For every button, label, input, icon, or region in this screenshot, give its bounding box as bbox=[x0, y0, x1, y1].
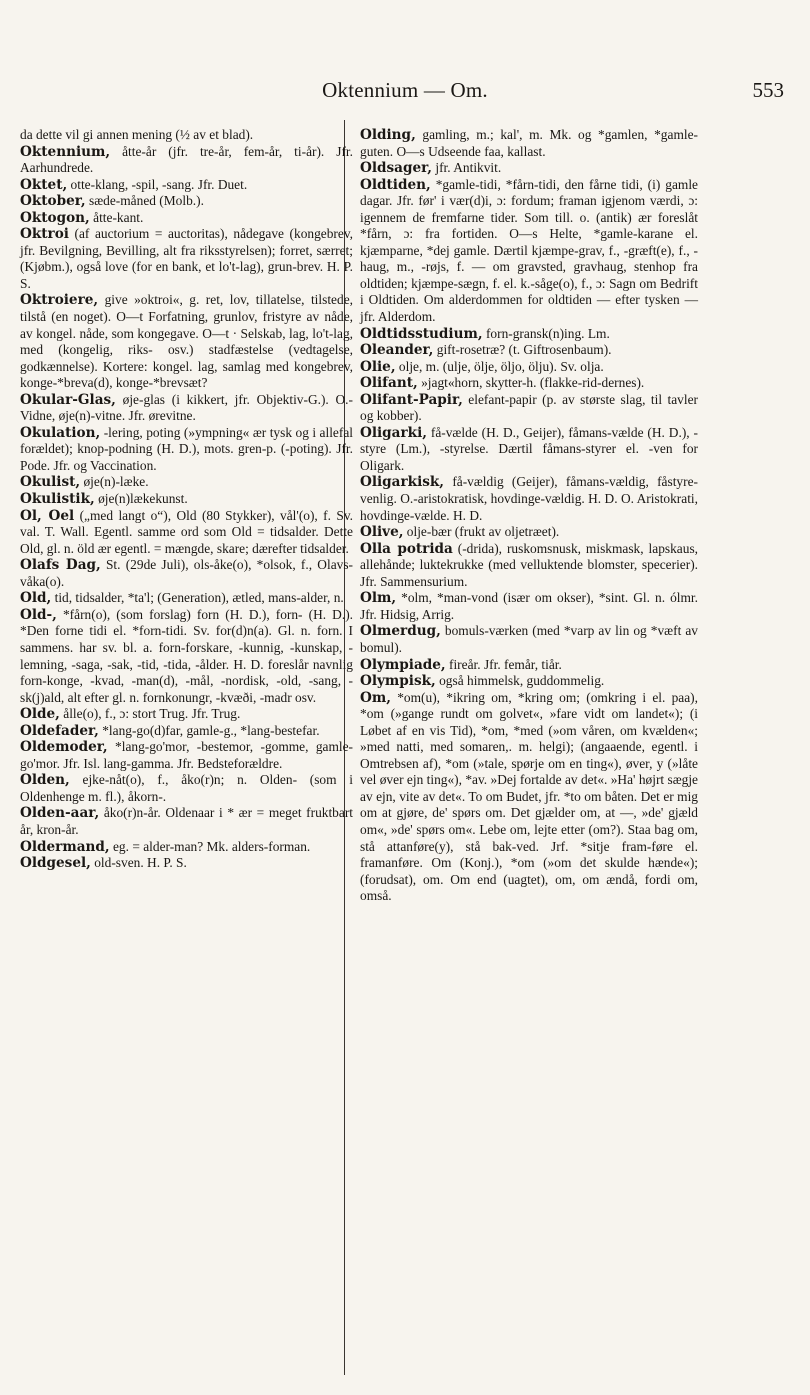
headword: Olde, bbox=[20, 706, 60, 723]
entry-text: da dette vil gi annen mening (½ av et blad). bbox=[20, 127, 254, 142]
headword: Olafs Dag, bbox=[20, 557, 101, 574]
headword: Olifant-Papir, bbox=[360, 391, 463, 408]
dictionary-entry bbox=[20, 805, 353, 838]
dictionary-entry bbox=[360, 392, 698, 425]
entry-text: *fårn(o), (som forslag) forn (H. D.), forn- (H. D.). *Den forne tidi el. *forn-tidi. Sv. for(d)n(a). Gl. n. forn. I sammens. har sv. bl. a. forn-forskare, -kunnig, -kunskap, -lemning, -saga, -sak, -tid, -tida, -ålder. H. D. foreslår navnlig forn-konge, -kvad, -man(d), -mål, -nordisk, -old, -sang, -sk(j)ald, alt efter gl. n. fornkonungr, -kvæði, -madr osv. bbox=[20, 606, 353, 705]
entry-text: olje, m. (ulje, ölje, öljo, ölju). Sv. olja. bbox=[395, 358, 604, 374]
dictionary-entry bbox=[360, 474, 698, 524]
headword: Okulistik, bbox=[20, 491, 95, 508]
dictionary-entry bbox=[360, 623, 698, 656]
page-header bbox=[20, 76, 790, 110]
dictionary-entry bbox=[360, 673, 698, 690]
dictionary-entry bbox=[20, 226, 353, 292]
left-column bbox=[20, 127, 353, 872]
headword: Oktroi bbox=[20, 226, 69, 243]
dictionary-entry bbox=[360, 127, 698, 160]
entry-text: øje-glas (i kikkert, jfr. Objektiv-G.). O.-Vidne, øje(n)-vitne. Jfr. ørevitne. bbox=[20, 391, 353, 424]
entry-text: tid, tidsalder, *ta'l; (Generation), ætled, mans-alder, n. bbox=[51, 590, 344, 606]
entry-text: fireår. Jfr. femår, tiår. bbox=[445, 656, 562, 672]
entry-text: otte-klang, -spil, -sang. Jfr. Duet. bbox=[67, 176, 248, 192]
dictionary-entry bbox=[20, 210, 353, 227]
dictionary-entry bbox=[20, 839, 353, 856]
page-number: 553 bbox=[752, 78, 784, 102]
entry-text: ålle(o), f., ɔ: stort Trug. Jfr. Trug. bbox=[59, 706, 241, 722]
running-title: Oktennium — Om. bbox=[322, 78, 488, 102]
entry-text: gift-rosetræ? (t. Giftrosenbaum). bbox=[433, 342, 612, 358]
entry-text: old-sven. H. P. S. bbox=[90, 855, 187, 871]
dictionary-entry bbox=[20, 177, 353, 194]
headword: Olmerdug, bbox=[360, 623, 441, 640]
headword: Olden, bbox=[20, 772, 70, 789]
headword: Olden-aar, bbox=[20, 805, 100, 822]
headword: Oldefader, bbox=[20, 722, 99, 739]
headword: Olympiade, bbox=[360, 656, 446, 673]
headword: Oldemoder, bbox=[20, 739, 108, 756]
dictionary-entry bbox=[20, 706, 353, 723]
headword: Olifant, bbox=[360, 375, 418, 392]
headword: Old, bbox=[20, 590, 52, 607]
headword: Olie, bbox=[360, 358, 396, 375]
headword: Oligarki, bbox=[360, 424, 427, 441]
headword: Okulation, bbox=[20, 424, 101, 441]
entry-text: *lang-go'mor, -bestemor, -gomme, gamle-go'mor. Jfr. Isl. lang-gamma. Jfr. Bedsteforældre. bbox=[20, 739, 353, 771]
headword: Ol, Oel bbox=[20, 507, 75, 524]
headword: Oldsager, bbox=[360, 160, 433, 177]
headword: Olympisk, bbox=[360, 673, 436, 690]
dictionary-entry bbox=[360, 177, 698, 326]
entry-text: (-drida), ruskomsnusk, miskmask, lapskaus, allehånde; luktekrukke (med velluktende blomster, specerier). Jfr. Sammensurium. bbox=[360, 540, 699, 589]
dictionary-entry bbox=[20, 557, 353, 590]
headword: Olding, bbox=[360, 127, 416, 143]
entry-text: (af auctorium = auctoritas), nådegave (kongebrev, jfr. Bevilgning, Bevilling, alt fra riksstyrelsen); forret, særret; (Kjøbm.), også love (for en bank, et lo't-lag), grun-brev. H. P. S. bbox=[20, 226, 353, 291]
dictionary-entry bbox=[20, 392, 353, 425]
dictionary-entry bbox=[360, 690, 698, 905]
entry-text: eg. = alder-man? Mk. alders-forman. bbox=[109, 838, 311, 854]
dictionary-entry bbox=[360, 657, 698, 674]
right-column bbox=[360, 127, 698, 905]
dictionary-entry bbox=[20, 590, 353, 607]
entry-text: »jagt«horn, skytter-h. (flakke-rid-dernes). bbox=[417, 375, 645, 391]
entry-text: ejke-nåt(o), f., åko(r)n; n. Olden- (som i Oldenhenge m. fl.), åkorn-. bbox=[20, 772, 353, 804]
dictionary-entry bbox=[20, 855, 353, 872]
entry-text: bomuls-værken (med *varp av lin og *væft av bomul). bbox=[360, 623, 698, 655]
dictionary-entry bbox=[20, 144, 353, 177]
dictionary-entry bbox=[20, 723, 353, 740]
entry-text: forn-gransk(n)ing. Lm. bbox=[482, 325, 610, 341]
headword: Olm, bbox=[360, 590, 397, 607]
entry-text: („med langt o“), Old (80 Stykker), vål'(o), f. Sv. val. T. Wall. Egentl. samme ord som Old = tidsalder. Dette Old, gl. n. öld ær egentl. = mængde, skare; dærefter tidsalder. bbox=[20, 507, 354, 556]
dictionary-entry bbox=[20, 474, 353, 491]
entry-text: åtte-kant. bbox=[89, 209, 144, 225]
entry-text: øje(n)-læke. bbox=[80, 474, 149, 490]
dictionary-entry bbox=[20, 607, 353, 706]
dictionary-entry bbox=[360, 524, 698, 541]
dictionary-entry bbox=[360, 160, 698, 177]
entry-text: sæde-måned (Molb.). bbox=[85, 193, 204, 209]
dictionary-entry bbox=[360, 590, 698, 623]
dictionary-entry bbox=[360, 359, 698, 376]
entry-text: St. (29de Juli), ols-åke(o), *olsok, f., Olavs-våka(o). bbox=[20, 557, 353, 589]
entry-text: *gamle-tidi, *fårn-tidi, den fårne tidi, (i) gamle dagar. Jfr. før' i vær(d)i, ɔ: fordum; framan igjenom værdi, ɔ: igennem de fremfarne tider. Som till. o. (antik) ær foreslåt *fårn, ɔ: fra fortiden. O—s Helte, *gamle-karane el. kjæmparne, *dej gamle. Dærtil kjæmpe-grav, f., -græft(e), f., -haug, m., -røjs, f. — om gravsted, gravhaug, stenhop fra oldtiden; kjæmpe-sægn, f. el. k.-såge(o), f., ɔ: Sagn om Bedrift i Oldtiden. Om alderdommen for oldtiden — efter tysken — jfr. Alderdom. bbox=[360, 176, 698, 325]
headword: Okulist, bbox=[20, 474, 81, 491]
dictionary-entry bbox=[360, 425, 698, 475]
dictionary-entry bbox=[360, 541, 698, 591]
entry-text: *om(u), *ikring om, *kring om; (omkring i el. paa), *om (»gange rundt om golvet«, »fare vidt om landet«); (i Løbet af en vis Tid), *om, *med (»om våren, om kvælden«; »med natti, med somaren,. m. helgi); (angaaende, egentl. i Omtrebsen af), *om (»tale, spørje om en ting«), øver, y (»låte vel øver ejn ting«), *av. »Dej fortalde av det«. »Ha' højrt sægje av ejn, vite av det«. To om Budet, jfr. *to om båten. Det er mig om at gjøre, de' spørs om. Det gjælder om, at —, »de' gjæld om«, »de' spørs om«. Lebe om, lejte etter (om?). Staa bag om, stå attanføre(y), stå bak-ved. Jrf. *sitje fram-føre el. framanføre. Om (Konj.), *om (»om det skulde hænde«); (forudsat), om. Om end (uagtet), om, om ændå, fordi om, omså. bbox=[360, 689, 698, 904]
headword: Olla potrida bbox=[360, 540, 453, 557]
headword: Oktogon, bbox=[20, 209, 90, 226]
entry-text: gamling, m.; kal', m. Mk. og *gamlen, *gamle-guten. O—s Udseende faa, kallast. bbox=[360, 127, 698, 159]
headword: Olive, bbox=[360, 524, 404, 541]
headword: Okular-Glas, bbox=[20, 391, 116, 408]
entry-text: få-vælde (H. D., Geijer), fåmans-vælde (H. D.), -styre (Lm.), -styrelse. Dærtil fåmans-styrer el. -ven for Oligark. bbox=[360, 424, 698, 473]
entry-text: olje-bær (frukt av oljetræet). bbox=[403, 524, 560, 540]
headword: Oldgesel, bbox=[20, 855, 91, 872]
entry-text: også himmelsk, guddommelig. bbox=[435, 673, 605, 689]
dictionary-entry bbox=[20, 772, 353, 805]
headword: Oktober, bbox=[20, 193, 86, 210]
entry-text: *lang-go(d)far, gamle-g., *lang-bestefar. bbox=[98, 722, 320, 738]
entry-text: *olm, *man-vond (især om okser), *sint. Gl. n. ólmr. Jfr. Hidsig, Arrig. bbox=[360, 590, 698, 622]
entry-text: elefant-papir (p. av største slag, til tavler og kobber). bbox=[360, 391, 698, 424]
headword: Oldtidsstudium, bbox=[360, 325, 483, 342]
dictionary-entry bbox=[360, 342, 698, 359]
dictionary-entry bbox=[20, 491, 353, 508]
dictionary-entry bbox=[20, 425, 353, 475]
headword: Oligarkisk, bbox=[360, 474, 445, 491]
entry-text: øje(n)lækekunst. bbox=[94, 491, 188, 507]
dictionary-entry bbox=[20, 193, 353, 210]
headword: Om, bbox=[360, 689, 391, 706]
entry-text: jfr. Antikvit. bbox=[432, 160, 502, 176]
entry-text: åko(r)n-år. Oldenaar i * ær = meget fruktbart år, kron-år. bbox=[20, 805, 353, 837]
dictionary-entry bbox=[360, 326, 698, 343]
dictionary-entry bbox=[20, 292, 353, 391]
dictionary-entry bbox=[360, 375, 698, 392]
headword: Old-, bbox=[20, 606, 57, 623]
entry-text: give »oktroi«, g. ret, lov, tillatelse, tilstede, tilstå (en noget). O—t Forfatning, grunlov, fristyre av nåde, av kongel. nåde, som kongegave. O—t · Selskab, lag, lo't-lag, med (kongelig, riks- osv.) stadfæstelse (vedtagelse, godkænnelse). Kortere: kongel. lag, samlag med kongebrev, konge-*breva(d), konge-*brevsæt? bbox=[20, 292, 353, 391]
dictionary-entry bbox=[20, 739, 353, 772]
headword: Oldermand, bbox=[20, 838, 110, 855]
entry-text: åtte-år (jfr. tre-år, fem-år, ti-år). Jfr. Aarhundrede. bbox=[20, 143, 353, 176]
headword: Oktet, bbox=[20, 176, 68, 193]
headword: Oktennium, bbox=[20, 143, 111, 160]
headword: Oleander, bbox=[360, 342, 434, 359]
dictionary-entry bbox=[20, 508, 353, 558]
entry-text: få-vældig (Geijer), fåmans-vældig, fåstyre-venlig. O.-aristokratisk, hovdinge-vældig. H. D. O. Aristokrati, hovdinge-vælde. H. D. bbox=[360, 474, 698, 523]
entry-text: -lering, poting (»ympning« ær tysk og i allefal forældet); knop-podning (H. D.), mots. gren-p. (-poting). Jfr. Pode. Jfr. og Vaccination. bbox=[20, 424, 353, 473]
headword: Oktroiere, bbox=[20, 292, 99, 309]
headword: Oldtiden, bbox=[360, 176, 431, 193]
dictionary-entry bbox=[20, 127, 353, 144]
